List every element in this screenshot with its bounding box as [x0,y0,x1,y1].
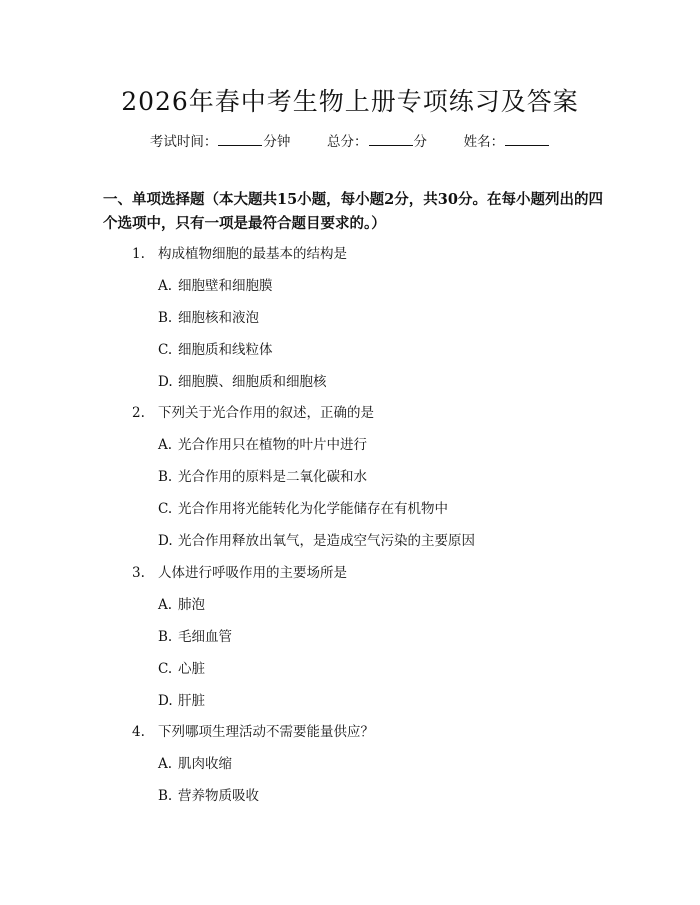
option-text: 肺泡 [178,597,205,613]
option-text: 光合作用将光能转化为化学能储存在有机物中 [178,501,448,517]
option-1d [158,373,327,391]
option-text: 营养物质吸收 [178,788,259,804]
option-letter: C. [158,501,173,517]
option-2c [158,500,448,518]
option-letter: B. [158,469,173,485]
score-label: 总分： [327,134,368,150]
option-text: 细胞质和线粒体 [178,342,273,358]
option-letter: A. [158,756,173,772]
section-heading: 一、单项选择题（本大题共15小题，每小题2分，共30分。在每小题列出的四个选项中，只有一项是最符合题目要求的。） [103,191,603,232]
option-letter: D. [158,533,173,549]
option-1a [158,277,273,295]
document-title: 2026年春中考生物上册专项练习及答案 [121,87,579,116]
option-letter: B. [158,310,173,326]
option-letter: D. [158,693,173,709]
question-4 [132,723,374,741]
option-letter: C. [158,342,173,358]
option-text: 光合作用释放出氧气，是造成空气污染的主要原因 [178,533,475,549]
option-letter: C. [158,661,173,677]
option-text: 肝脏 [178,693,205,709]
option-letter: B. [158,788,173,804]
name-label: 姓名： [463,134,505,150]
option-4a [158,755,232,773]
option-text: 细胞核和液泡 [178,310,259,326]
option-2d [158,532,475,550]
option-letter: D. [158,374,173,390]
option-letter: B. [158,629,173,645]
option-1b [158,309,259,327]
option-letter: A. [158,437,173,453]
option-text: 光合作用的原料是二氧化碳和水 [178,469,367,485]
option-text: 肌肉收缩 [178,756,232,772]
option-3b [158,628,232,646]
question-text: 构成植物细胞的最基本的结构是 [158,246,347,262]
question-text: 人体进行呼吸作用的主要场所是 [158,565,347,581]
question-number: 1. [132,246,145,262]
option-text: 细胞膜、细胞质和细胞核 [178,374,327,390]
question-1 [132,245,347,263]
option-3d [158,692,205,710]
option-text: 光合作用只在植物的叶片中进行 [178,437,367,453]
question-text: 下列哪项生理活动不需要能量供应？ [158,724,374,740]
question-3 [132,564,347,582]
option-letter: A. [158,278,173,294]
score-unit: 分 [413,134,427,150]
option-4b [158,787,259,805]
question-number: 4. [132,724,145,740]
option-text: 心脏 [178,661,205,677]
option-text: 细胞壁和细胞膜 [178,278,273,294]
option-3a [158,596,205,614]
option-3c [158,660,205,678]
time-label: 考试时间： [149,134,218,150]
question-text: 下列关于光合作用的叙述，正确的是 [158,405,374,421]
option-2b [158,468,367,486]
option-text: 毛细血管 [178,629,232,645]
time-blank [218,133,262,146]
name-blank [505,133,549,146]
question-number: 3. [132,565,145,581]
question-number: 2. [132,405,145,421]
time-unit: 分钟 [263,134,291,150]
question-2 [132,404,374,422]
exam-info-line [0,130,700,150]
option-2a [158,436,367,454]
score-blank [369,133,413,146]
option-letter: A. [158,597,173,613]
option-1c [158,341,273,359]
